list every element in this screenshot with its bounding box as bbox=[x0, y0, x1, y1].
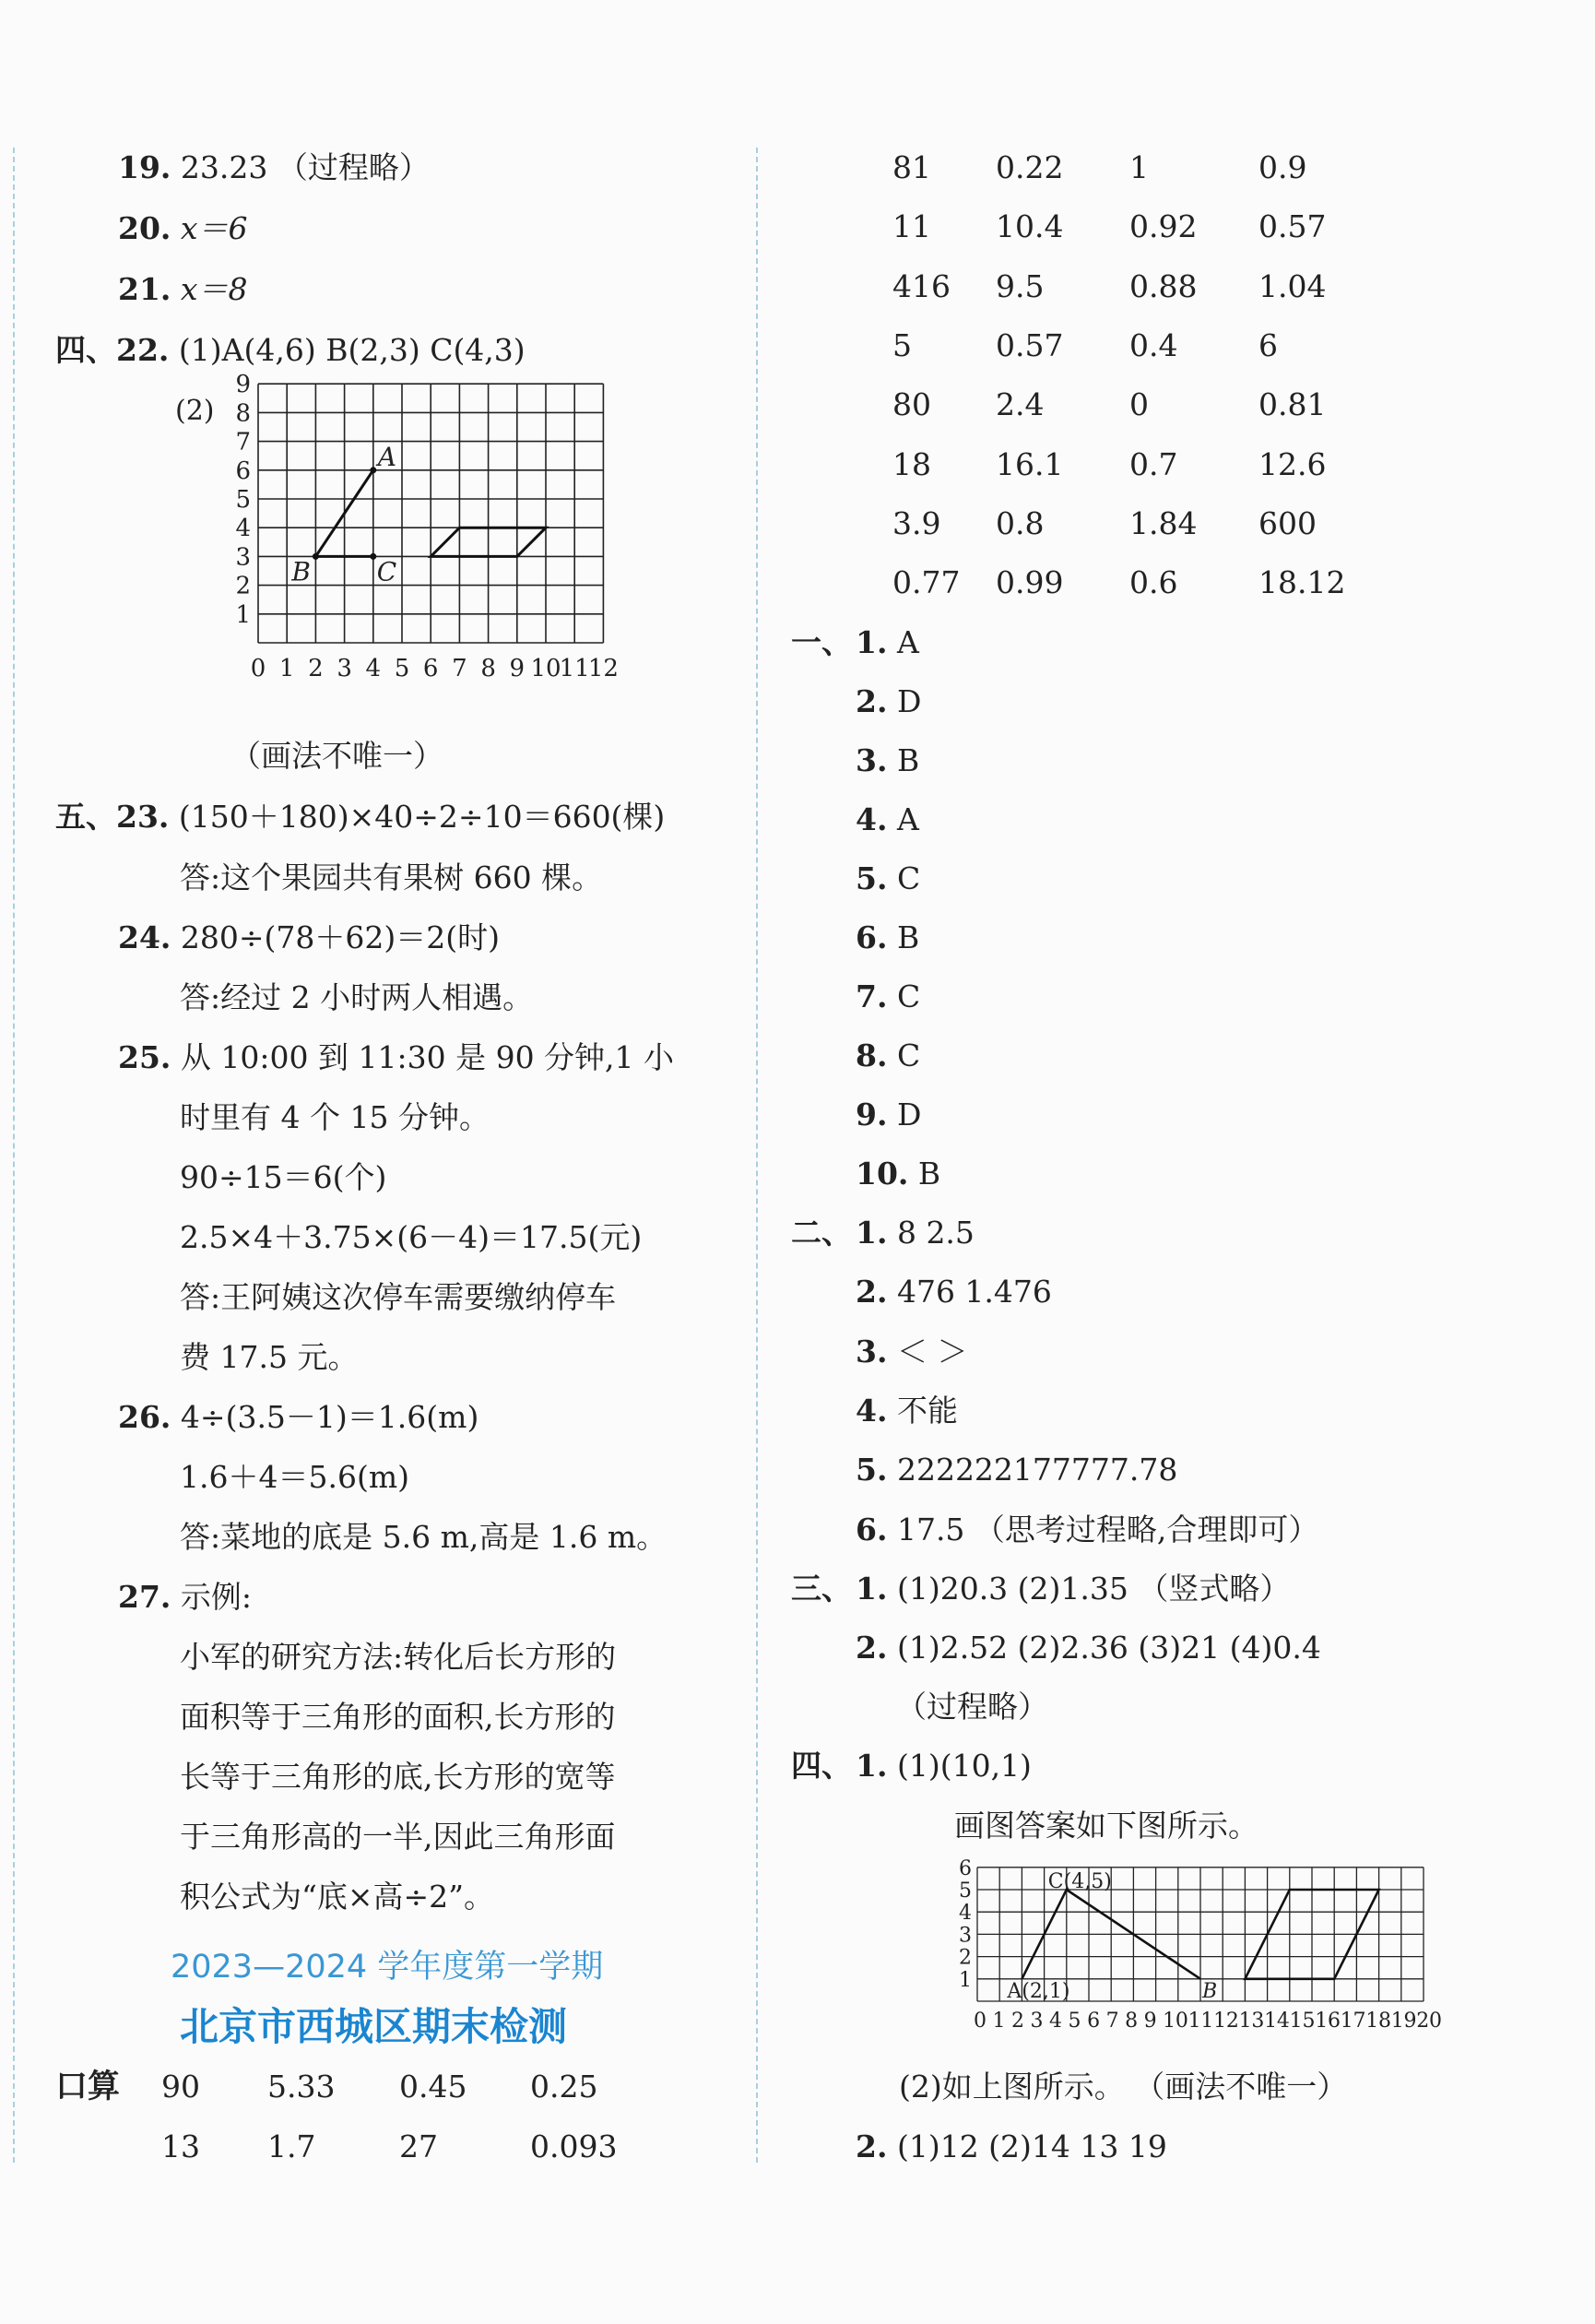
kousuan-cell: 16.1 bbox=[996, 445, 1064, 482]
q26-line1: 26. 4÷(3.5－1)＝1.6(m) bbox=[118, 1399, 479, 1435]
q26-line3: 答:菜地的底是 5.6 m,高是 1.6 m。 bbox=[180, 1519, 668, 1555]
kousuan-cell: 10.4 bbox=[996, 208, 1064, 245]
coordinate-graph-right bbox=[950, 1856, 1447, 2034]
exam-title: 北京市西城区期末检测 bbox=[180, 2004, 568, 2049]
left-margin-divider bbox=[13, 148, 15, 2163]
kousuan-cell: 0.22 bbox=[996, 149, 1064, 185]
kousuan-cell: 0.6 bbox=[1129, 564, 1178, 601]
y-tick-label: 3 bbox=[235, 543, 251, 572]
kousuan-cell: 0.093 bbox=[530, 2128, 618, 2164]
kousuan-row-1 bbox=[161, 2069, 678, 2105]
q22: 四、22. (1)A(4,6) B(2,3) C(4,3) bbox=[55, 332, 526, 368]
x-tick-label: 1 bbox=[278, 655, 295, 682]
q20: 20. x＝6 bbox=[118, 210, 248, 246]
kousuan-cell: 0.8 bbox=[996, 504, 1045, 541]
kousuan-cell: 0.4 bbox=[1129, 326, 1178, 363]
kousuan-cell: 5 bbox=[892, 326, 912, 363]
draw-1-part2: (2)如上图所示。 （画法不唯一） bbox=[899, 2069, 1348, 2105]
point-label-B: B bbox=[1202, 1979, 1218, 2003]
draw-2: 2. (1)12 (2)14 13 19 bbox=[856, 2128, 1167, 2164]
kousuan-cell: 0.9 bbox=[1258, 149, 1307, 185]
choice-answer: 10. B bbox=[856, 1156, 941, 1192]
graph-part-label: (2) bbox=[175, 395, 215, 427]
y-tick-label: 5 bbox=[959, 1879, 972, 1903]
kousuan-cell: 5.33 bbox=[267, 2069, 336, 2105]
y-tick-label: 1 bbox=[235, 600, 251, 629]
x-tick-label: 5 bbox=[394, 655, 410, 682]
x-tick-label: 6 bbox=[422, 655, 439, 682]
y-tick-label: 4 bbox=[959, 1902, 972, 1926]
point-label-B: B bbox=[291, 556, 311, 587]
y-tick-label: 8 bbox=[235, 399, 251, 428]
kousuan-cell: 1 bbox=[1129, 149, 1149, 185]
x-tick-label: 4 bbox=[365, 655, 382, 682]
x-tick-label: 9 bbox=[509, 655, 526, 682]
y-tick-label: 1 bbox=[959, 1968, 972, 1992]
q25-line4: 2.5×4＋3.75×(6－4)＝17.5(元) bbox=[180, 1219, 643, 1255]
x-tick-label: 3 bbox=[337, 655, 352, 682]
point-label-C: C(4,5) bbox=[1047, 1870, 1112, 1893]
kousuan-cell: 0.7 bbox=[1129, 445, 1178, 482]
kousuan-cell: 11 bbox=[892, 208, 931, 245]
choice-answer: 1. A bbox=[856, 624, 919, 660]
kousuan-cell: 0.99 bbox=[996, 564, 1064, 601]
calc-1: 1. (1)20.3 (2)1.35 （竖式略） bbox=[856, 1571, 1291, 1607]
kousuan-label: 口算 bbox=[55, 2068, 121, 2105]
q22-note: （画法不唯一） bbox=[230, 738, 443, 774]
kousuan-cell: 2.4 bbox=[996, 386, 1045, 423]
q25-line5: 答:王阿姨这次停车需要缴纳停车 bbox=[180, 1279, 617, 1315]
q27-line6: 积公式为“底×高÷2”。 bbox=[180, 1879, 495, 1915]
q27-line5: 于三角形高的一半,因此三角形面 bbox=[180, 1819, 616, 1855]
y-tick-label: 6 bbox=[235, 456, 251, 485]
point-label-C: C bbox=[376, 556, 397, 587]
kousuan-cell: 0.92 bbox=[1129, 208, 1198, 245]
q23-line1: 五、23. (150＋180)×40÷2÷10＝660(棵) bbox=[55, 799, 666, 835]
x-tick-label: 11 bbox=[559, 655, 590, 682]
choice-answer: 7. C bbox=[856, 978, 921, 1014]
section-1-label: 一、 bbox=[791, 624, 852, 660]
point-label-A: A(2,1) bbox=[1007, 1979, 1070, 2003]
y-tick-label: 7 bbox=[235, 428, 251, 456]
q27-line2: 小军的研究方法:转化后长方形的 bbox=[180, 1639, 617, 1675]
point-label-A: A bbox=[377, 441, 397, 472]
fill-answer: 4. 不能 bbox=[856, 1392, 958, 1429]
fill-answer: 2. 476 1.476 bbox=[856, 1274, 1052, 1310]
section-3-label: 三、 bbox=[791, 1571, 852, 1607]
q27-line3: 面积等于三角形的面积,长方形的 bbox=[180, 1699, 616, 1735]
kousuan-cell: 0.57 bbox=[996, 326, 1064, 363]
choice-answer: 4. A bbox=[856, 801, 919, 837]
kousuan-cell: 90 bbox=[161, 2069, 200, 2105]
q25-line3: 90÷15＝6(个) bbox=[180, 1159, 387, 1195]
fill-answer: 5. 222222177777.78 bbox=[856, 1452, 1178, 1488]
choice-answer: 8. C bbox=[856, 1038, 921, 1073]
q23-line2: 答:这个果园共有果树 660 棵。 bbox=[180, 860, 603, 895]
x-tick-label: 2 bbox=[308, 655, 324, 682]
kousuan-cell: 0.57 bbox=[1258, 208, 1327, 245]
kousuan-cell: 0 bbox=[1129, 386, 1149, 423]
kousuan-cell: 1.04 bbox=[1258, 267, 1327, 304]
choice-answer: 3. B bbox=[856, 742, 920, 778]
y-tick-label: 5 bbox=[235, 486, 251, 514]
kousuan-cell: 12.6 bbox=[1258, 445, 1327, 482]
kousuan-cell: 1.7 bbox=[267, 2128, 316, 2164]
calc-2: 2. (1)2.52 (2)2.36 (3)21 (4)0.4 bbox=[856, 1630, 1321, 1666]
x-tick-label: 7 bbox=[452, 655, 467, 682]
x-tick-label: 8 bbox=[480, 655, 496, 682]
point-dot bbox=[370, 553, 376, 560]
q19: 19. 23.23 （过程略） bbox=[118, 149, 430, 185]
point-dot bbox=[370, 467, 376, 473]
y-tick-label: 9 bbox=[235, 371, 251, 399]
kousuan-cell: 0.25 bbox=[530, 2069, 598, 2105]
choice-answer: 2. D bbox=[856, 683, 922, 719]
section-4-label: 四、 bbox=[791, 1748, 852, 1784]
kousuan-cell: 81 bbox=[892, 149, 931, 185]
kousuan-cell: 9.5 bbox=[996, 267, 1045, 304]
kousuan-cell: 18 bbox=[892, 445, 931, 482]
kousuan-cell: 3.9 bbox=[892, 504, 941, 541]
point-dot bbox=[313, 553, 319, 560]
y-tick-label: 2 bbox=[235, 572, 251, 600]
choice-answer: 5. C bbox=[856, 860, 921, 896]
q24-line1: 24. 280÷(78＋62)＝2(时) bbox=[118, 919, 501, 955]
section-2-label: 二、 bbox=[791, 1215, 852, 1251]
coordinate-graph-left bbox=[175, 371, 627, 719]
calc-2-note: （过程略） bbox=[896, 1689, 1048, 1725]
q25-line6: 费 17.5 元。 bbox=[180, 1339, 359, 1375]
q24-line2: 答:经过 2 小时两人相遇。 bbox=[180, 979, 534, 1015]
y-tick-label: 3 bbox=[959, 1924, 972, 1948]
fill-answer: 6. 17.5 （思考过程略,合理即可） bbox=[856, 1511, 1319, 1547]
draw-1: 1. (1)(10,1) bbox=[856, 1748, 1032, 1784]
x-tick-label: 10 bbox=[530, 655, 561, 682]
kousuan-cell: 600 bbox=[1258, 504, 1317, 541]
kousuan-cell: 0.45 bbox=[399, 2069, 467, 2105]
kousuan-cell: 18.12 bbox=[1258, 564, 1346, 601]
x-tick-label: 12 bbox=[587, 655, 619, 682]
x-tick-label: 0 bbox=[250, 655, 266, 682]
y-tick-label: 4 bbox=[235, 515, 251, 543]
kousuan-cell: 6 bbox=[1258, 326, 1278, 363]
kousuan-row-2 bbox=[161, 2128, 678, 2165]
q25-line2: 时里有 4 个 15 分钟。 bbox=[180, 1099, 490, 1135]
column-divider bbox=[756, 148, 758, 2163]
exam-subtitle: 2023—2024 学年度第一学期 bbox=[171, 1949, 604, 1986]
kousuan-cell: 0.77 bbox=[892, 564, 961, 601]
q27-line1: 27. 示例: bbox=[118, 1579, 253, 1615]
y-tick-label: 2 bbox=[959, 1946, 972, 1970]
kousuan-cell: 0.81 bbox=[1258, 386, 1327, 423]
q26-line2: 1.6＋4＝5.6(m) bbox=[180, 1459, 409, 1495]
x-tick-labels: 0 1 2 3 4 5 6 7 8 9 1011121314151617181920 bbox=[974, 2010, 1442, 2033]
graph-right-grid bbox=[959, 1857, 1442, 2033]
kousuan-cell: 80 bbox=[892, 386, 931, 423]
q25-line1: 25. 从 10:00 到 11:30 是 90 分钟,1 小 bbox=[118, 1039, 675, 1075]
kousuan-cell: 27 bbox=[399, 2128, 438, 2164]
choice-answer: 6. B bbox=[856, 919, 920, 955]
kousuan-cell: 13 bbox=[161, 2128, 200, 2164]
q21: 21. x＝8 bbox=[118, 271, 248, 307]
q27-line4: 长等于三角形的底,长方形的宽等 bbox=[180, 1759, 616, 1795]
fill-answer: 3. ＜ ＞ bbox=[856, 1333, 968, 1370]
kousuan-cell: 0.88 bbox=[1129, 267, 1198, 304]
graph-left-grid bbox=[235, 371, 618, 682]
draw-1-note: 画图答案如下图所示。 bbox=[954, 1808, 1258, 1844]
y-tick-label: 6 bbox=[959, 1856, 972, 1880]
fill-answer: 1. 8 2.5 bbox=[856, 1215, 975, 1251]
kousuan-cell: 1.84 bbox=[1129, 504, 1198, 541]
choice-answer: 9. D bbox=[856, 1097, 922, 1132]
kousuan-cell: 416 bbox=[892, 267, 951, 304]
